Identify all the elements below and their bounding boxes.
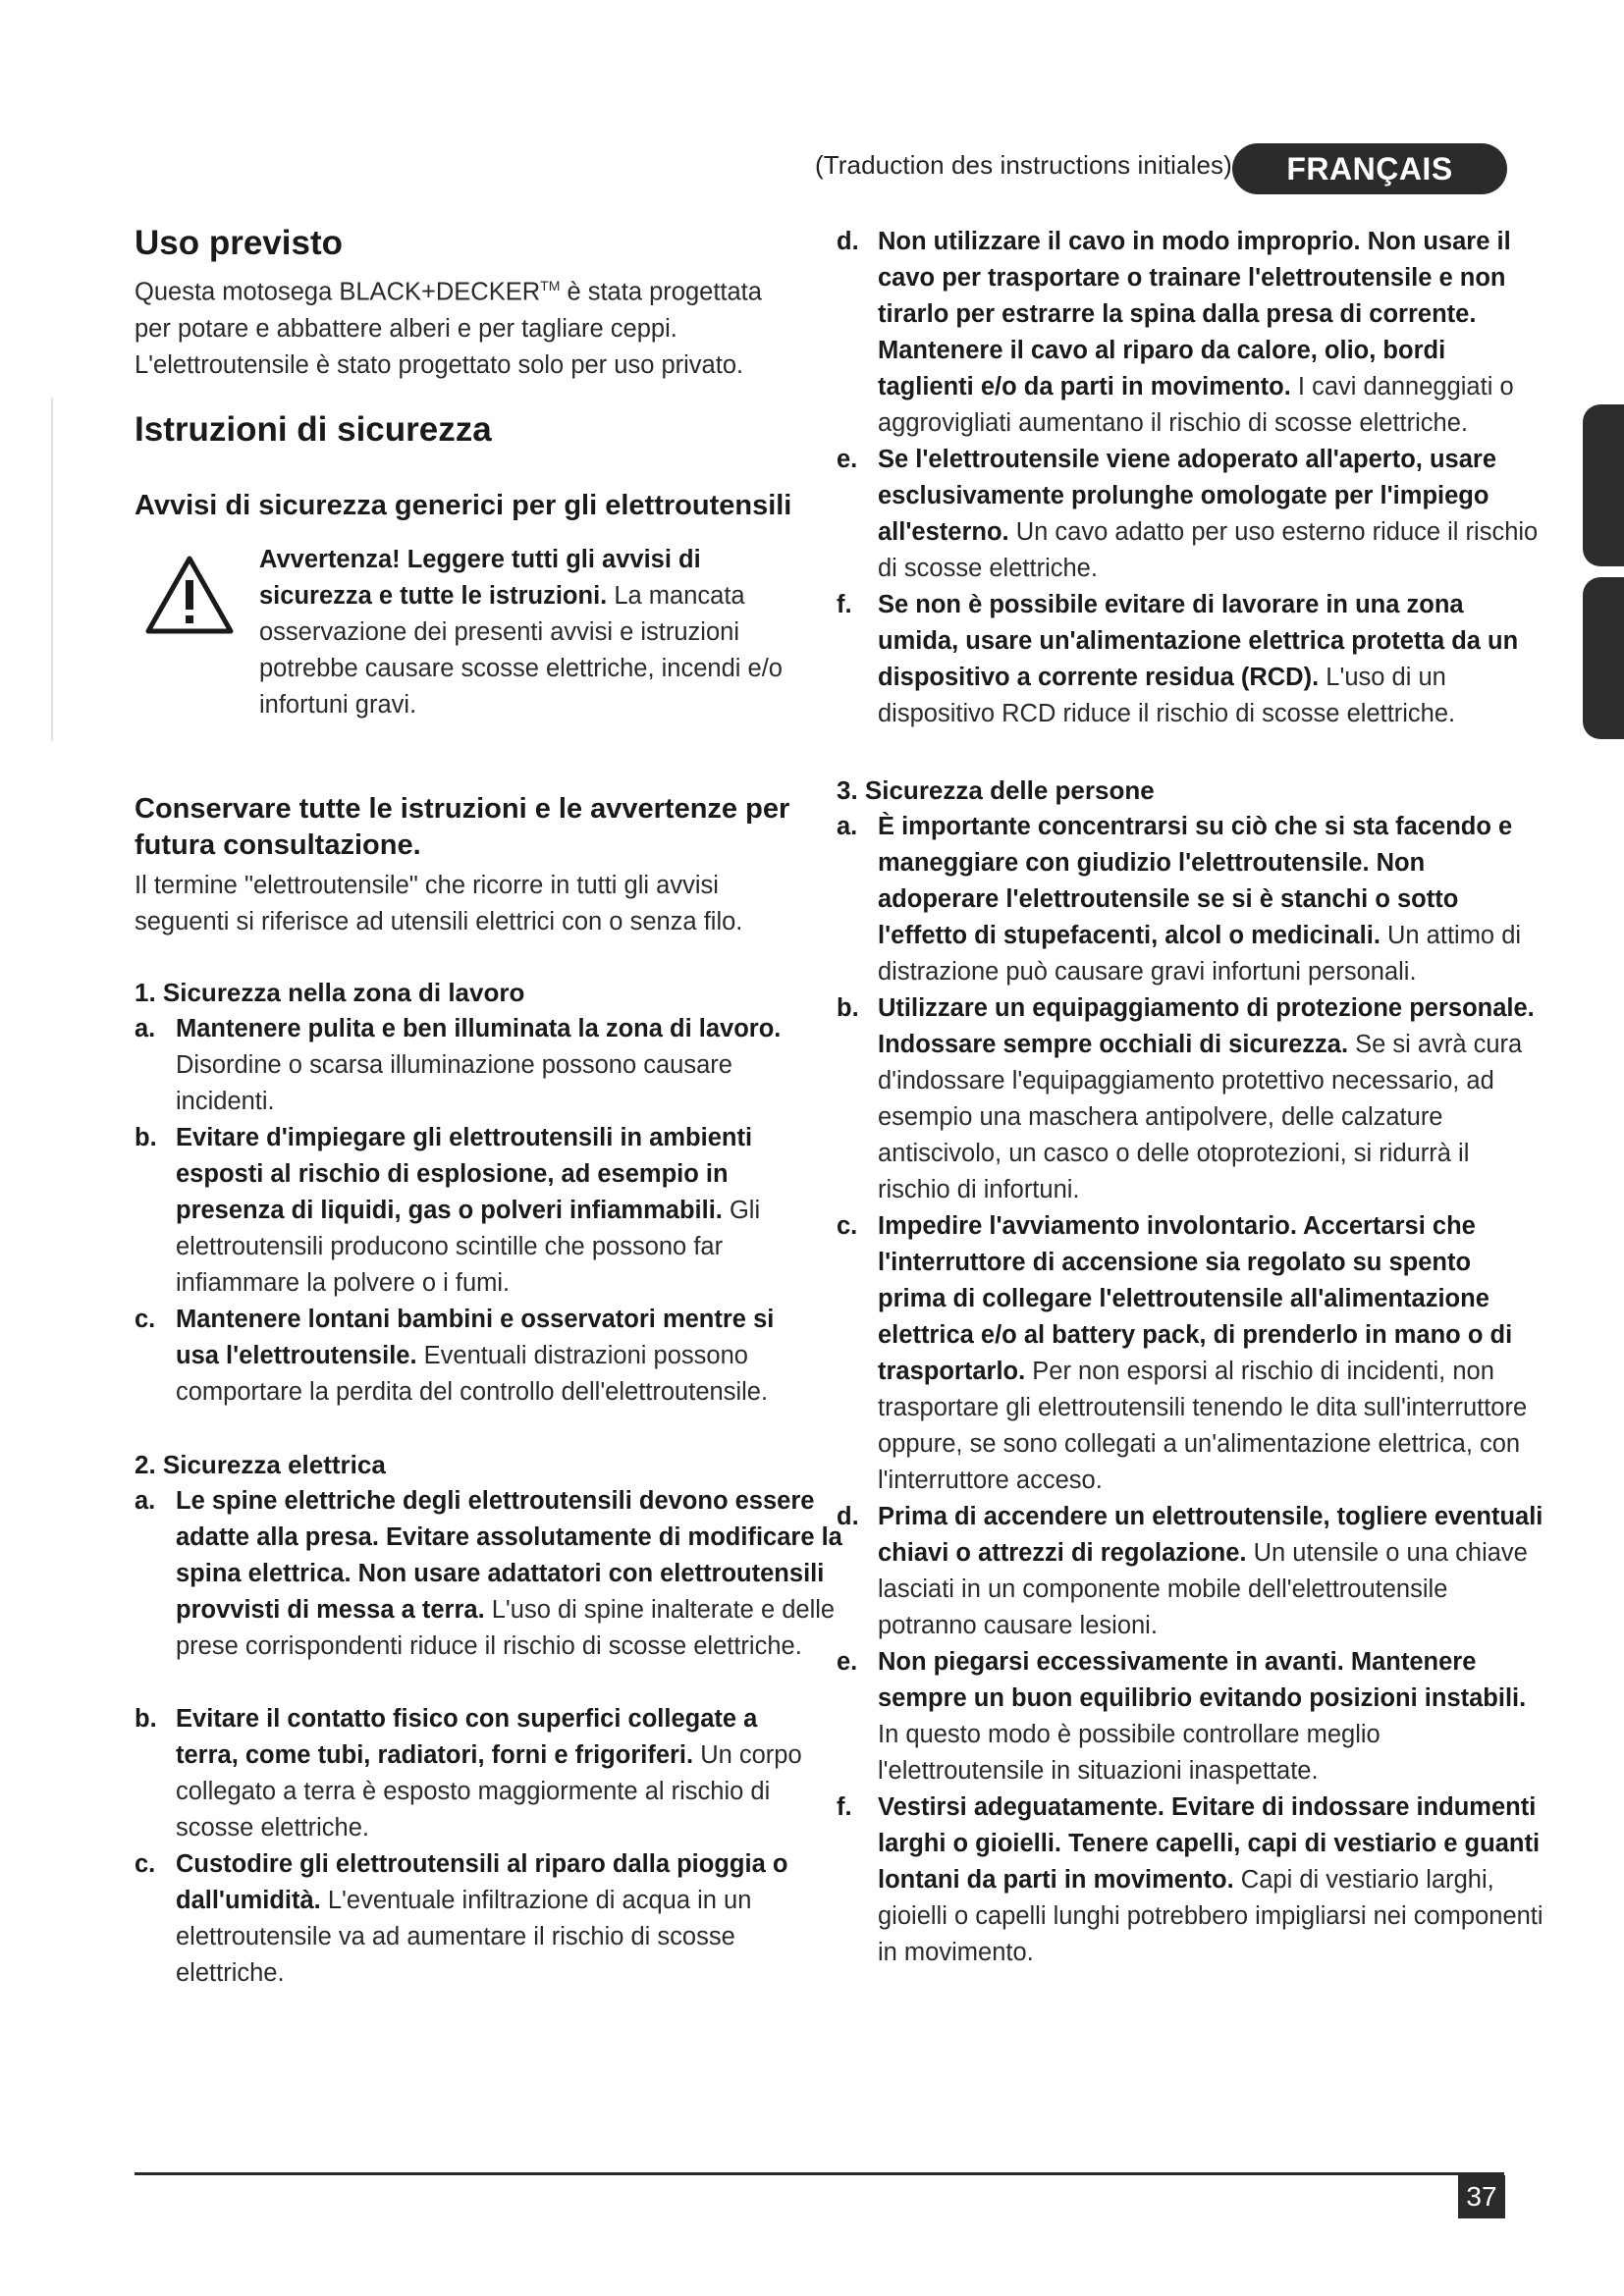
list-item: e. Se l'elettroutensile viene adoperato all'aperto, usare esclusivamente prolunghe omologate per l'impiego all'esterno. Un cavo adatto per uso esterno riduce il rischio di scosse elettriche.: [837, 446, 1539, 582]
istruzioni-heading: Istruzioni di sicurezza: [135, 410, 492, 449]
list-item: a. È importante concentrarsi su ciò che si sta facendo e maneggiare con giudizio l'elettroutensile. Non adoperare l'elettroutensile se si è stanchi o sotto l'effetto di stupefacenti, alcol o medicinali. Un attimo di distrazione può causare gravi infortuni personali.: [837, 813, 1522, 986]
list-item: c. Custodire gli elettroutensili al riparo dalla pioggia o dall'umidità. L'eventuale infiltrazione di acqua in un elettroutensile va ad aumentare il rischio di scosse elettriche.: [135, 1850, 788, 1987]
list-item: f. Se non è possibile evitare di lavorare in una zona umida, usare un'alimentazione elettrica protetta da un dispositivo a corrente residua (RCD). L'uso di un dispositivo RCD riduce il rischio di scosse elettriche.: [837, 591, 1519, 727]
section-1-title: 1. Sicurezza nella zona di lavoro: [135, 978, 525, 1007]
list-item: d. Prima di accendere un elettroutensile, togliere eventuali chiavi o attrezzi di regolazione. Un utensile o una chiave lasciati in un componente mobile dell'elettroutensile potranno causare lesioni.: [837, 1503, 1543, 1639]
list-item: c. Mantenere lontani bambini e osservatori mentre si usa l'elettroutensile. Eventuali distrazioni possono comportare la perdita del controllo dell'elettroutensile.: [135, 1306, 775, 1406]
warning-text: Avvertenza! Leggere tutti gli avvisi di sicurezza e tutte le istruzioni. La mancata osservazione dei presenti avvisi e istruzioni potrebbe causare scosse elettriche, incendi e/o infortuni gravi.: [259, 546, 783, 719]
margin-rule: [51, 398, 53, 741]
termine-text: Il termine "elettroutensile" che ricorre in tutti gli avvisi seguenti si riferisce ad utensili elettrici con o senza filo.: [135, 872, 743, 935]
language-badge: FRANÇAIS: [1232, 143, 1507, 194]
list-item: e. Non piegarsi eccessivamente in avanti. Mantenere sempre un buon equilibrio evitando posizioni instabili. In questo modo è possibile controllare meglio l'elettroutensile in situazioni inaspettate.: [837, 1648, 1527, 1785]
list-item: f. Vestirsi adeguatamente. Evitare di indossare indumenti larghi o gioielli. Tenere capelli, capi di vestiario e guanti lontani da parti in movimento. Capi di vestiario larghi, gioielli o capelli lunghi potrebbero impigliarsi nei componenti in movimento.: [837, 1793, 1543, 1966]
section-3-title: 3. Sicurezza delle persone: [837, 775, 1155, 805]
footer-rule: [135, 2172, 1504, 2175]
uso-previsto-heading: Uso previsto: [135, 224, 343, 262]
section-2-title: 2. Sicurezza elettrica: [135, 1450, 386, 1479]
avvisi-heading: Avvisi di sicurezza generici per gli elettroutensili: [135, 490, 792, 521]
list-item: d. Non utilizzare il cavo in modo improprio. Non usare il cavo per trasportare o trainare l'elettroutensile e non tirarlo per estrarre la spina dalla presa di corrente. Mantenere il cavo al riparo da calore, olio, bordi taglienti e/o da parti in movimento. I cavi danneggiati o aggrovigliati aumentano il rischio di scosse elettriche.: [837, 228, 1514, 437]
header-subtitle: (Traduction des instructions initiales): [815, 150, 1232, 180]
page-number: 37: [1458, 2175, 1505, 2218]
uso-previsto-text: Questa motosega BLACK+DECKER™ è stata progettata per potare e abbattere alberi e per tagliare ceppi. L'elettroutensile è stato progettato solo per uso privato.: [135, 278, 762, 379]
list-item: a. Le spine elettriche degli elettroutensili devono essere adatte alla presa. Evitare assolutamente di modificare la spina elettrica. Non usare adattatori con elettroutensili provvisti di messa a terra. L'uso di spine inalterate e delle prese corrispondenti riduce il rischio di scosse elettriche.: [135, 1487, 842, 1660]
list-item: b. Utilizzare un equipaggiamento di protezione personale. Indossare sempre occhiali di sicurezza. Se si avrà cura d'indossare l'equipaggiamento protettivo necessario, ad esempio una maschera antipolvere, delle calzature antiscivolo, un casco o delle otoprotezioni, si ridurrà il rischio di infortuni.: [837, 994, 1535, 1203]
section-tab-2[interactable]: [1583, 577, 1624, 739]
list-item: b. Evitare d'impiegare gli elettroutensili in ambienti esposti al rischio di esplosione, ad esempio in presenza di liquidi, gas o polveri infiammabili. Gli elettroutensili producono scintille che possono far infiammare la polvere o i fumi.: [135, 1124, 761, 1297]
section-tab-1[interactable]: [1583, 404, 1624, 566]
list-item: a. Mantenere pulita e ben illuminata la zona di lavoro. Disordine o scarsa illuminazione possono causare incidenti.: [135, 1015, 782, 1115]
conservare-heading: Conservare tutte le istruzioni e le avvertenze per futura consultazione.: [135, 793, 790, 861]
list-item: b. Evitare il contatto fisico con superfici collegate a terra, come tubi, radiatori, forni e frigoriferi. Un corpo collegato a terra è esposto maggiormente al rischio di scosse elettriche.: [135, 1705, 802, 1842]
list-item: c. Impedire l'avviamento involontario. Accertarsi che l'interruttore di accensione sia regolato su spento prima di collegare l'elettroutensile all'alimentazione elettrica e/o al battery pack, di prenderlo in mano o di trasportarlo. Per non esporsi al rischio di incidenti, non trasportare gli elettroutensili tenendo le dita sull'interruttore oppure, se sono collegati a un'alimentazione elettrica, con l'interruttore acceso.: [837, 1212, 1528, 1494]
warning-triangle-icon: [144, 555, 235, 635]
